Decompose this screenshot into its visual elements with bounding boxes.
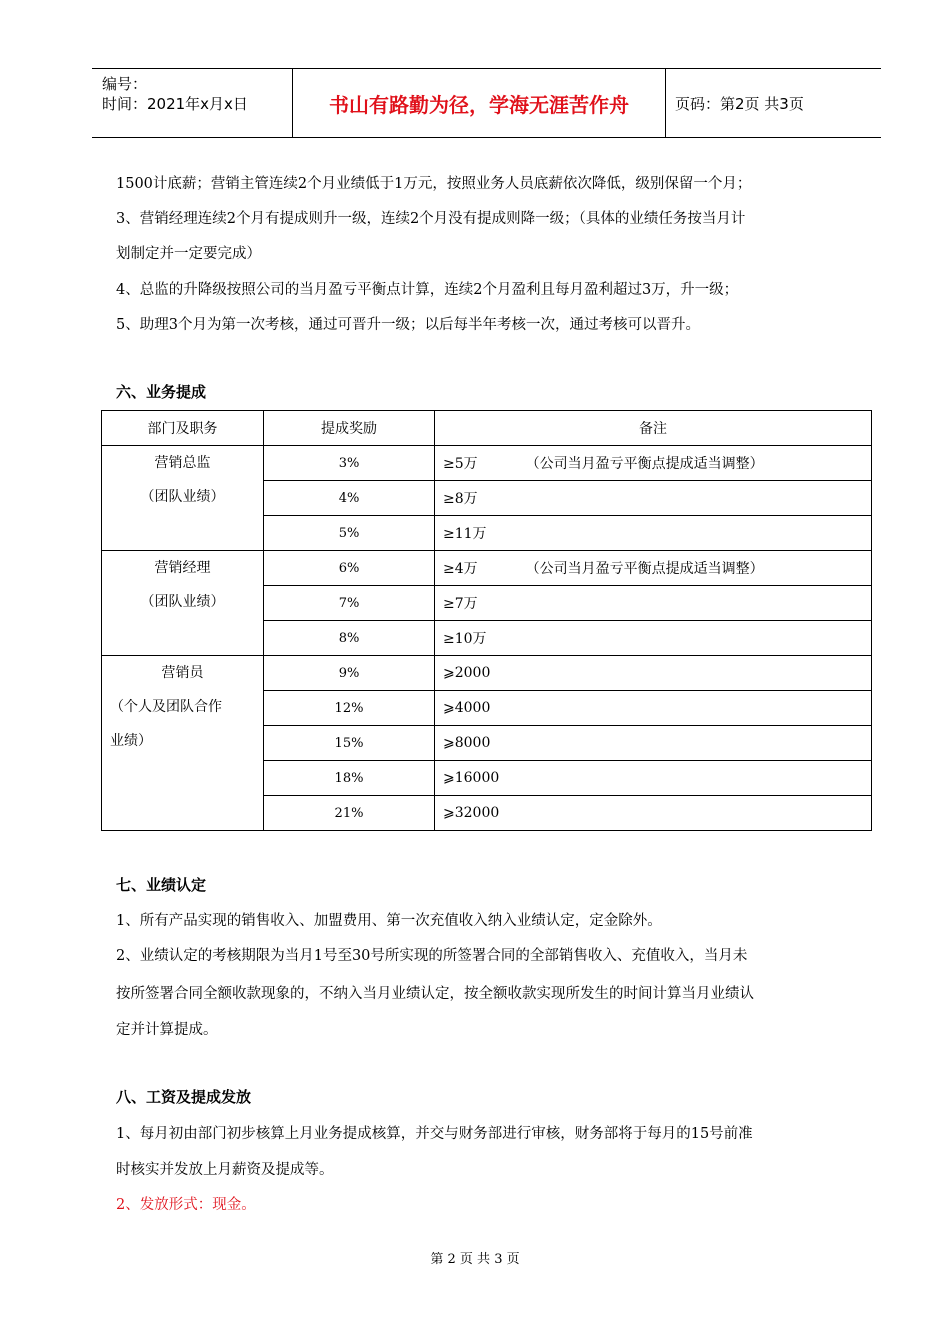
threshold: ⩾4000 (443, 700, 491, 716)
table-row (102, 446, 872, 481)
table-row (102, 551, 872, 586)
paragraph-line: 1、所有产品实现的销售收入、加盟费用、第一次充值收入纳入业绩认定，定金除外。 (116, 913, 662, 929)
remark-text: （公司当月盈亏平衡点提成适当调整） (525, 561, 764, 577)
remark-cell (435, 761, 872, 796)
remark-cell (435, 481, 872, 516)
section-title-performance: 七、业绩认定 (116, 876, 207, 894)
rate-cell: 15% (264, 726, 435, 761)
threshold: ⩾16000 (443, 770, 500, 786)
rate-cell: 18% (264, 761, 435, 796)
dept-cell-director (102, 446, 264, 551)
table-row (102, 656, 872, 691)
paragraph-line: 时核实并发放上月薪资及提成等。 (116, 1162, 334, 1178)
header-page-label: 页码：第2页 共3页 (675, 94, 804, 113)
paragraph-line: 定并计算提成。 (116, 1022, 218, 1038)
paragraph-line: 按所签署合同全额收款现象的，不纳入当月业绩认定，按全额收款实现所发生的时间计算当月业绩认 (116, 986, 754, 1002)
col-header-remark: 备注 (435, 411, 872, 446)
threshold: ≥11万 (443, 526, 487, 542)
threshold: ⩾2000 (443, 665, 491, 681)
dept-subtitle: （团队业绩） (140, 594, 225, 610)
table-header-row (102, 411, 872, 446)
paragraph-line: 4、总监的升降级按照公司的当月盈亏平衡点计算，连续2个月盈利且每月盈利超过3万，升一级； (116, 282, 739, 298)
dept-cell-salesperson (102, 656, 264, 831)
dept-subtitle: （个人及团队合作 (110, 699, 222, 715)
remark-cell (435, 551, 872, 586)
section-title-payout: 八、工资及提成发放 (116, 1088, 252, 1106)
remark-cell (435, 586, 872, 621)
paragraph-line: 1、每月初由部门初步核算上月业务提成核算，并交与财务部进行审核，财务部将于每月的15号前准 (116, 1126, 753, 1142)
col-header-rate: 提成奖励 (264, 411, 435, 446)
threshold: ⩾8000 (443, 735, 491, 751)
threshold: ≥7万 (443, 596, 478, 612)
threshold: ≥5万 (443, 456, 478, 472)
remark-cell (435, 726, 872, 761)
rate-cell: 21% (264, 796, 435, 831)
rate-cell: 3% (264, 446, 435, 481)
remark-cell (435, 691, 872, 726)
threshold: ≥4万 (443, 561, 478, 577)
commission-table (101, 410, 872, 831)
dept-subtitle: （团队业绩） (140, 489, 225, 505)
page-footer: 第 2 页 共 3 页 (430, 1252, 520, 1267)
header-info-cell (92, 69, 292, 137)
remark-cell (435, 796, 872, 831)
rate-cell: 12% (264, 691, 435, 726)
rate-cell: 6% (264, 551, 435, 586)
paragraph-line: 5、助理3个月为第一次考核，通过可晋升一级；以后每半年考核一次，通过考核可以晋升。 (116, 317, 700, 333)
dept-title: 营销总监 (154, 455, 211, 471)
dept-cell-manager (102, 551, 264, 656)
section-title-commission: 六、业务提成 (116, 383, 207, 401)
rate-cell: 5% (264, 516, 435, 551)
remark-text: （公司当月盈亏平衡点提成适当调整） (525, 456, 764, 472)
threshold: ≥8万 (443, 491, 478, 507)
remark-cell (435, 516, 872, 551)
remark-cell (435, 656, 872, 691)
col-header-dept: 部门及职务 (102, 411, 264, 446)
page-header (92, 68, 881, 138)
paragraph-line: 1500计底薪；营销主管连续2个月业绩低于1万元，按照业务人员底薪依次降低，级别保留一个月； (116, 176, 752, 192)
dept-title: 营销员 (161, 665, 204, 681)
rate-cell: 8% (264, 621, 435, 656)
time-label: 时间：2021年x月x日 (102, 95, 248, 113)
rate-cell: 4% (264, 481, 435, 516)
rate-cell: 7% (264, 586, 435, 621)
remark-cell (435, 621, 872, 656)
paragraph-line: 3、营销经理连续2个月有提成则升一级，连续2个月没有提成则降一级；（具体的业绩任务按当月计 (116, 211, 746, 227)
dept-subtitle-cont: 业绩） (110, 733, 152, 749)
paragraph-line: 2、业绩认定的考核期限为当月1号至30号所实现的所签署合同的全部销售收入、充值收入，当月未 (116, 948, 748, 964)
paragraph-line: 划制定并一定要完成） (116, 246, 261, 262)
threshold: ⩾32000 (443, 805, 500, 821)
threshold: ≥10万 (443, 631, 487, 647)
rate-cell: 9% (264, 656, 435, 691)
payout-form-line: 2、发放形式：现金。 (116, 1197, 256, 1213)
remark-cell (435, 446, 872, 481)
dept-title: 营销经理 (154, 560, 211, 576)
serial-label: 编号： (102, 75, 148, 93)
header-motto: 书山有路勤为径，学海无涯苦作舟 (292, 69, 666, 137)
